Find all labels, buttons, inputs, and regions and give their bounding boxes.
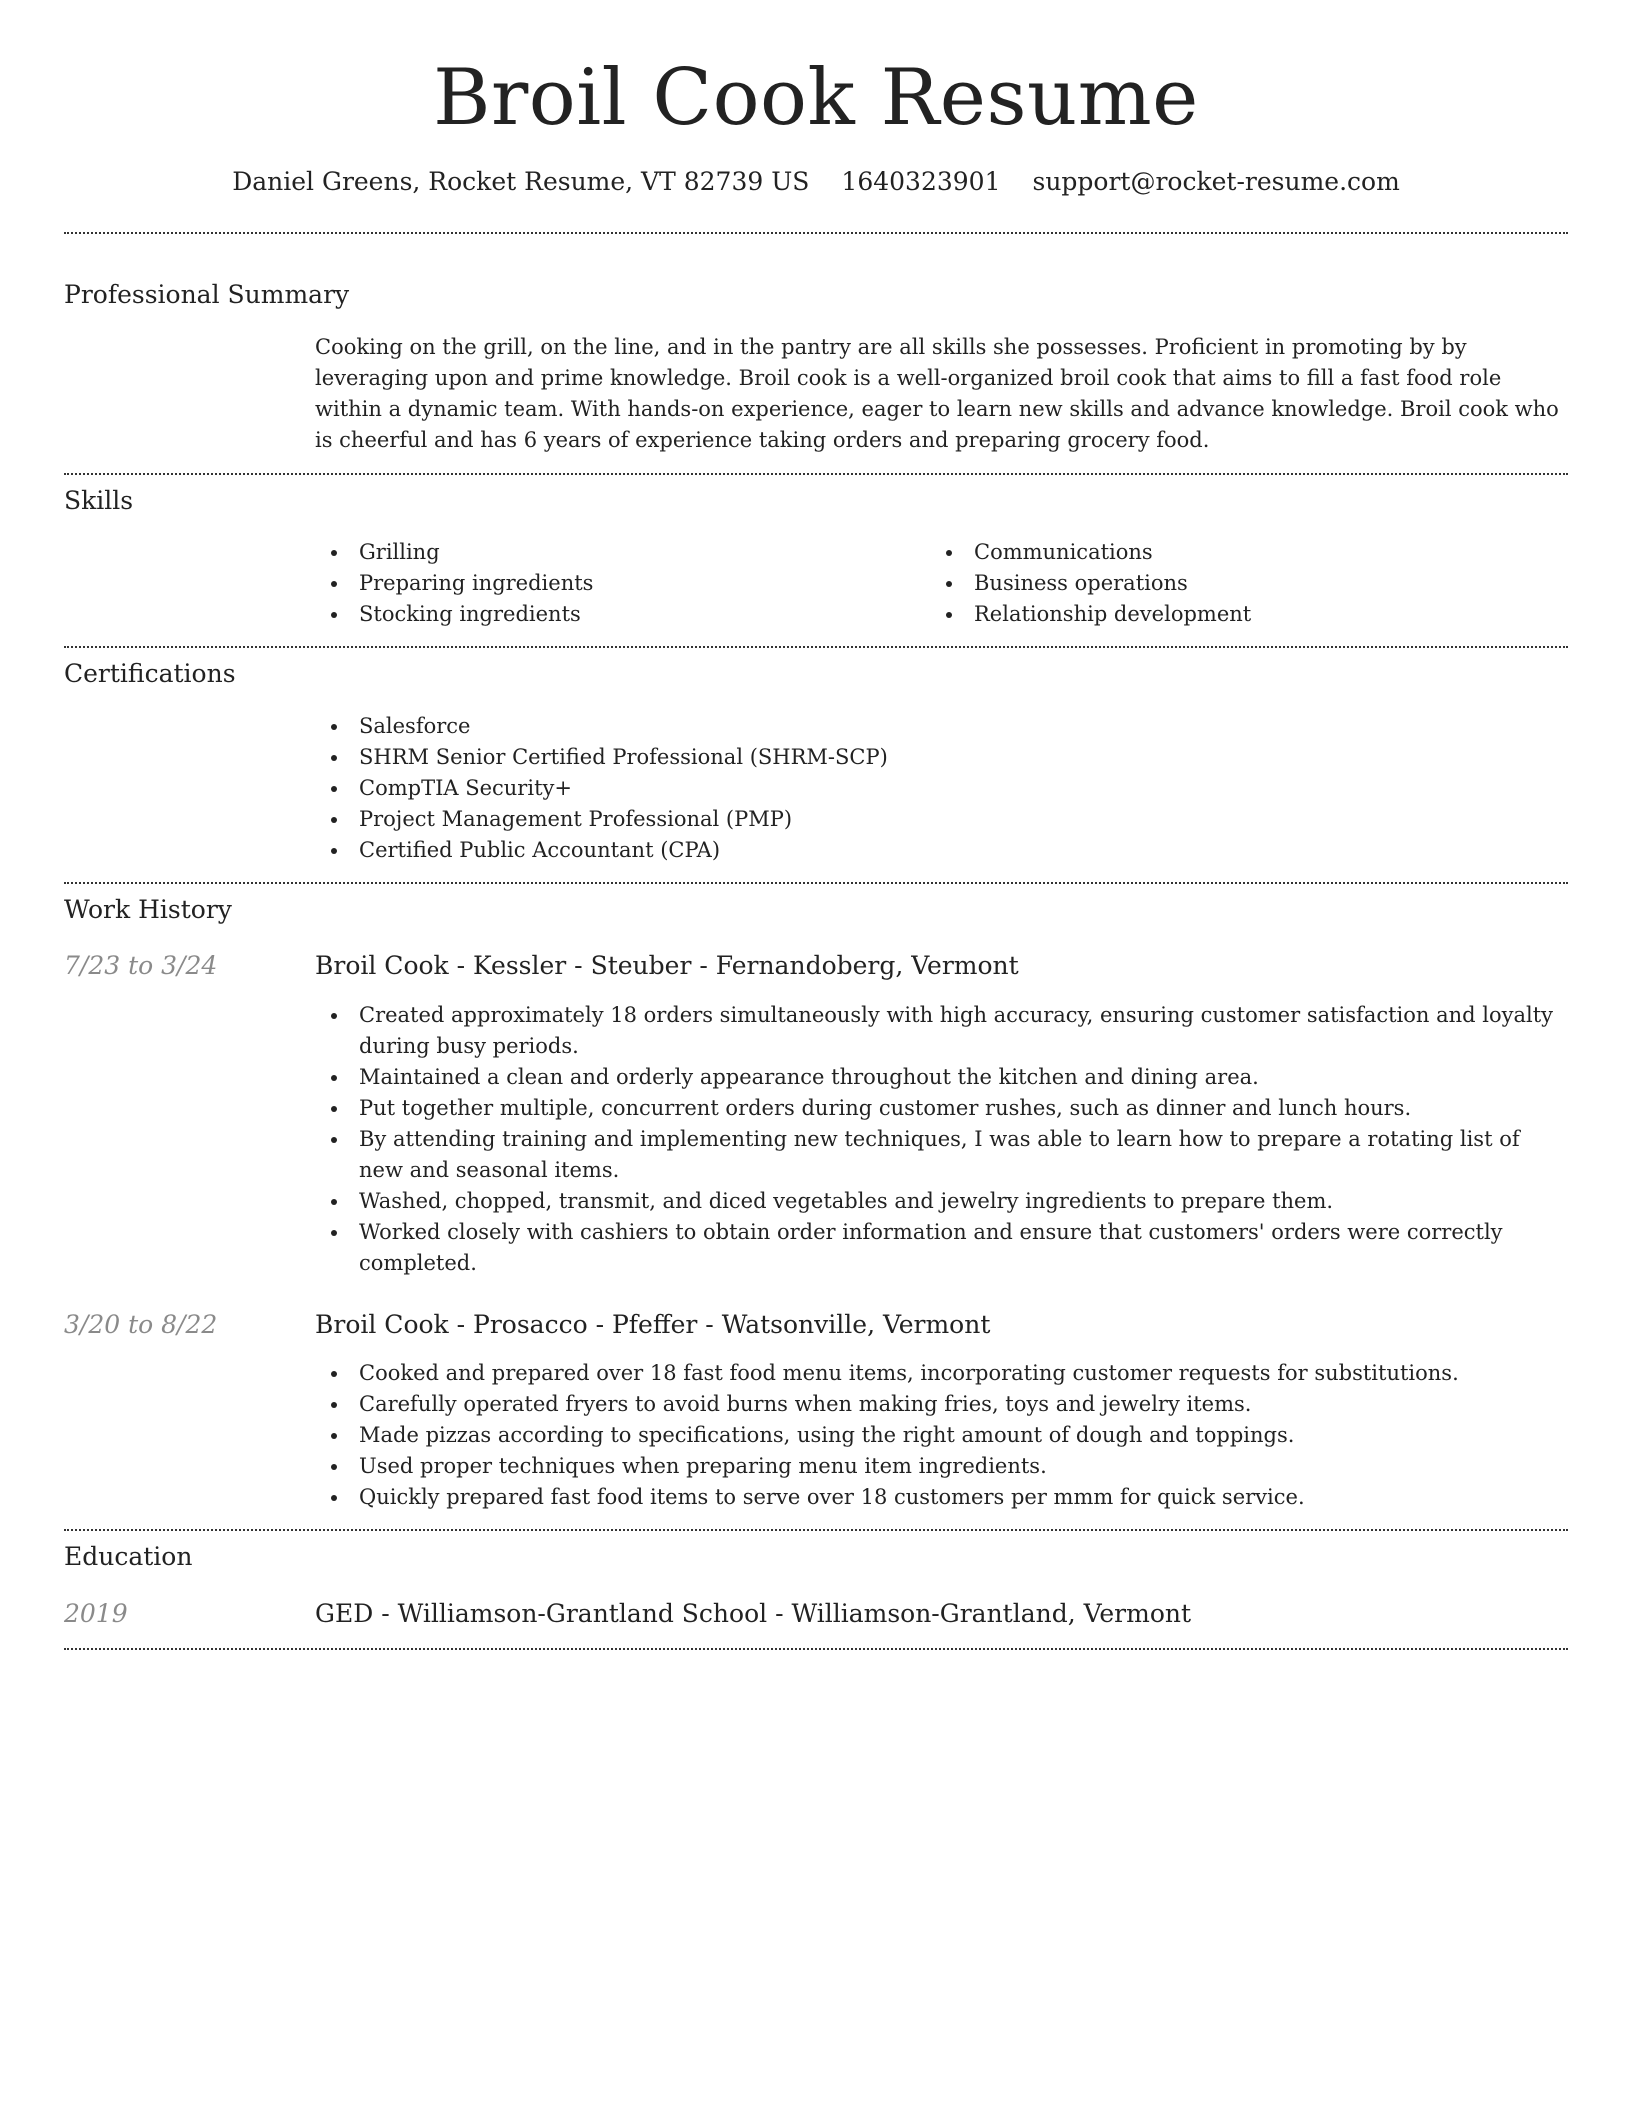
skill-item: Communications — [930, 537, 1545, 568]
job-duty: Worked closely with cashiers to obtain order information and ensure that customers' orders were correctly completed. — [315, 1217, 1568, 1279]
job-entry — [64, 950, 1568, 1279]
education-year: 2019 — [64, 1598, 128, 1628]
section-heading-work-history: Work History — [64, 894, 232, 924]
skill-item: Stocking ingredients — [315, 599, 930, 630]
education-section — [64, 1531, 1568, 1648]
education-degree: GED - Williamson-Grantland School - Williamson-Grantland, Vermont — [315, 1598, 1192, 1628]
job-duty: Washed, chopped, transmit, and diced vegetables and jewelry ingredients to prepare them. — [315, 1186, 1568, 1217]
job-duty: Quickly prepared fast food items to serve over 18 customers per mmm for quick service. — [315, 1482, 1568, 1513]
contact-line — [64, 166, 1568, 199]
job-duty: Created approximately 18 orders simultaneously with high accuracy, ensuring customer satisfaction and loyalty during busy periods. — [315, 1000, 1568, 1062]
skills-list-left — [315, 537, 930, 630]
certification-item: SHRM Senior Certified Professional (SHRM-SCP) — [315, 742, 1568, 773]
resume-page — [64, 0, 1568, 1650]
job-duty: Maintained a clean and orderly appearance throughout the kitchen and dining area. — [315, 1062, 1568, 1093]
section-heading-certifications: Certifications — [64, 659, 236, 689]
certification-item: Certified Public Accountant (CPA) — [315, 835, 1568, 866]
contact-email: support@rocket-resume.com — [1032, 166, 1400, 196]
job-dates: 7/23 to 3/24 — [64, 951, 218, 981]
job-duty: Carefully operated fryers to avoid burns when making fries, toys and jewelry items. — [315, 1389, 1568, 1420]
job-title: Broil Cook - Kessler - Steuber - Fernandoberg, Vermont — [315, 951, 1019, 981]
skills-section — [64, 475, 1568, 647]
section-heading-education: Education — [64, 1542, 193, 1572]
skill-item: Relationship development — [930, 599, 1545, 630]
job-entry — [64, 1309, 1568, 1514]
skill-item: Preparing ingredients — [315, 568, 930, 599]
skills-list-right — [930, 537, 1545, 630]
contact-address: Daniel Greens, Rocket Resume, VT 82739 US — [232, 166, 810, 196]
summary-text: Cooking on the grill, on the line, and in the pantry are all skills she possesses. Proficient in promoting by by leveraging upon and prime knowledge. Broil cook is a well-organized broil cook that aims to fill a fast food role within a dynamic team. With hands-on experience, eager to learn new skills and advance knowledge. Broil cook who is cheerful and has 6 years of experience taking orders and preparing grocery food. — [315, 334, 1559, 452]
summary-section — [64, 234, 1568, 473]
skill-item: Grilling — [315, 537, 930, 568]
certification-item: Project Management Professional (PMP) — [315, 804, 1568, 835]
certification-item: Salesforce — [315, 711, 1568, 742]
education-entry — [64, 1598, 1568, 1631]
job-duty: Put together multiple, concurrent orders during customer rushes, such as dinner and lunch hours. — [315, 1093, 1568, 1124]
section-heading-skills: Skills — [64, 485, 134, 515]
certifications-list — [315, 711, 1568, 866]
job-title: Broil Cook - Prosacco - Pfeffer - Watsonville, Vermont — [315, 1309, 991, 1339]
contact-phone: 1640323901 — [841, 166, 1001, 196]
certification-item: CompTIA Security+ — [315, 773, 1568, 804]
job-duty: By attending training and implementing new techniques, I was able to learn how to prepare a rotating list of new and seasonal items. — [315, 1124, 1568, 1186]
resume-title: Broil Cook Resume — [433, 53, 1199, 143]
skill-item: Business operations — [930, 568, 1545, 599]
work-history-section — [64, 884, 1568, 1530]
job-duty: Used proper techniques when preparing menu item ingredients. — [315, 1451, 1568, 1482]
job-duty: Cooked and prepared over 18 fast food menu items, incorporating customer requests for substitutions. — [315, 1358, 1568, 1389]
section-heading-summary: Professional Summary — [64, 280, 350, 310]
resume-header — [64, 0, 1568, 198]
section-divider — [64, 1648, 1568, 1650]
job-duties-list — [315, 1000, 1568, 1279]
job-duties-list — [315, 1358, 1568, 1513]
certifications-section — [64, 648, 1568, 882]
job-duty: Made pizzas according to specifications, using the right amount of dough and toppings. — [315, 1420, 1568, 1451]
job-dates: 3/20 to 8/22 — [64, 1309, 218, 1339]
